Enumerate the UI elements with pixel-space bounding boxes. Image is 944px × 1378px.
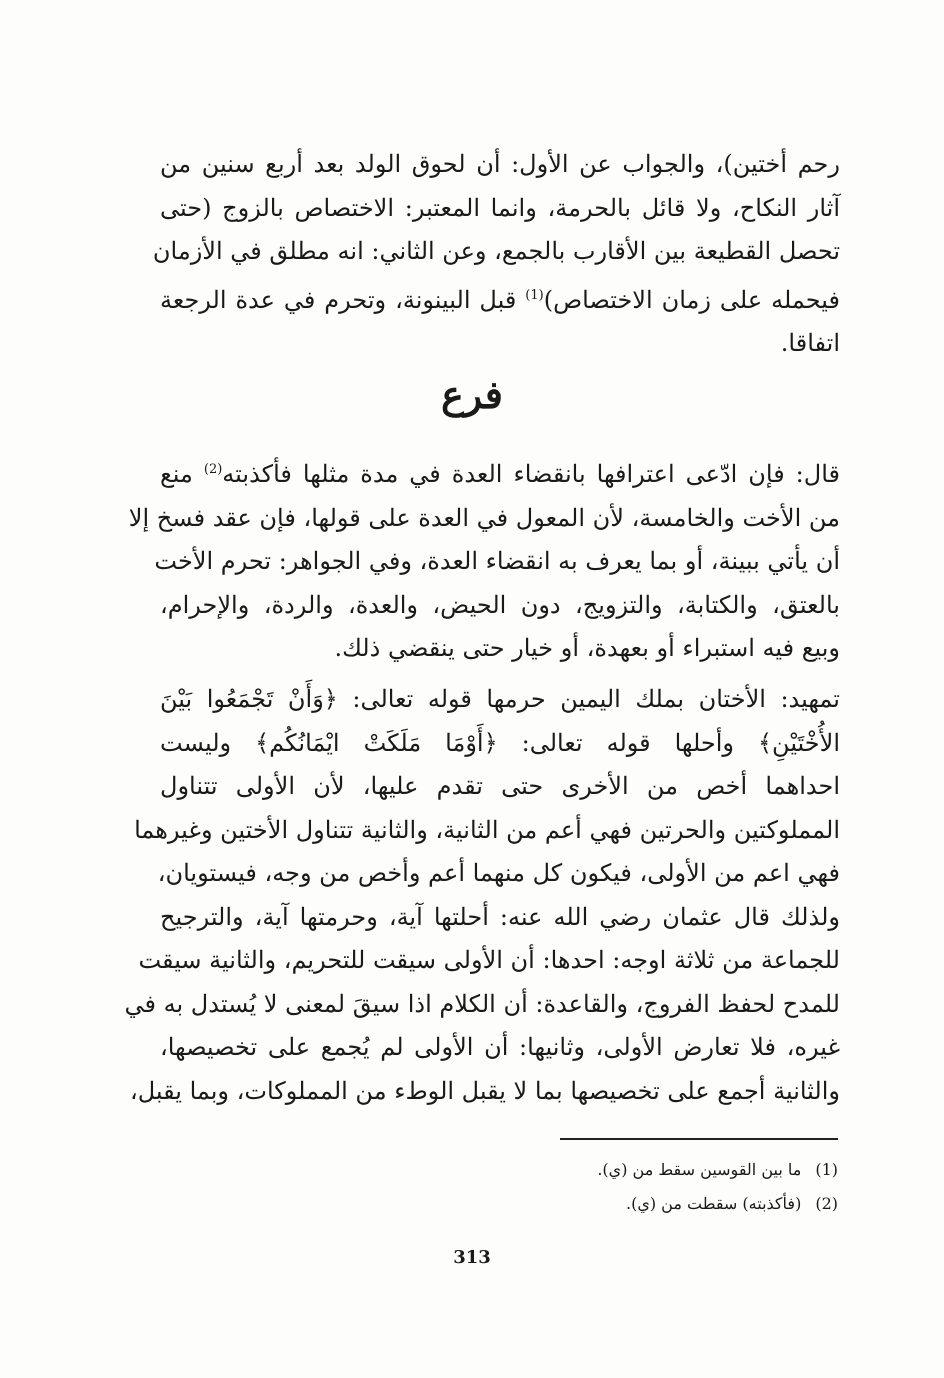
text-line: للمدح لحفظ الفروج، والقاعدة: أن الكلام اذا سيقَ لمعنى لا يُستدل به في <box>124 989 840 1018</box>
line-text: فيحمله على زمان الاختصاص) <box>543 285 841 314</box>
text-line: رحم أختين)، والجواب عن الأول: أن لحوق الولد بعد أربع سنين من <box>160 150 840 178</box>
text-line: ولذلك قال عثمان رضي الله عنه: أحلتها آية، وحرمتها آية، والترجيح <box>160 902 840 931</box>
footnotes <box>440 1153 838 1221</box>
text-line: من الأخت والخامسة، لأن المعول في العدة على قولها، فإن عقد فسخ إلا <box>128 503 840 532</box>
footnote-ref-1: (1) <box>525 287 544 303</box>
text-line: والثانية أجمع على تخصيصها بما لا يقبل الوطء من المملوكات، وبما يقبل، <box>129 1076 840 1105</box>
text-line: المملوكتين والحرتين فهي أعم من الثانية، والثانية تتناول الأختين وغيرهما <box>134 815 840 844</box>
footnote-1 <box>440 1153 838 1187</box>
footnote-number: (1) <box>815 1160 838 1179</box>
text-line: تحصل القطيعة بين الأقارب بالجمع، وعن الثاني: انه مطلق في الأزمان <box>152 237 840 265</box>
paragraph-2 <box>128 448 840 671</box>
text-line: الأُخْتَيْنِ﴾ وأحلها قوله تعالى: ﴿أَوْمَا مَلَكَتْ ايْمَانُكُم﴾ وليست <box>160 728 840 757</box>
footnote-divider <box>560 1138 838 1140</box>
text-line: وبيع فيه استبراء أو بعهدة، أو خيار حتى ينقضي ذلك. <box>334 634 840 662</box>
footnote-number: (2) <box>815 1194 838 1213</box>
page-number: 313 <box>453 1247 491 1268</box>
line-text: قال: فإن ادّعى اعترافها بانقضاء العدة في مدة مثلها فأكذبته <box>222 460 840 488</box>
footnote-text: ما بين القوسين سقط من (ي). <box>597 1160 802 1179</box>
text-line <box>160 448 840 497</box>
text-line: اتفاقا. <box>780 329 840 357</box>
text-line: آثار النكاح، ولا قائل بالحرمة، وانما المعتبر: الاختصاص بالزوج (حتى <box>160 193 840 222</box>
footnote-text: (فأكذبته) سقطت من (ي). <box>625 1194 802 1213</box>
text-line: أن يأتي ببينة، أو بما يعرف به انقضاء العدة، وفي الجواهر: تحرم الأخت <box>154 547 840 575</box>
text-line: للجماعة من ثلاثة اوجه: احدها: أن الأولى سيقت للتحريم، والثانية سيقت <box>138 946 840 974</box>
footnote-ref-2: (2) <box>203 462 223 477</box>
text-line: غيره، فلا تعارض الأولى، وثانيها: أن الأولى لم يُجمع على تخصيصها، <box>160 1033 840 1061</box>
text-line: فهي اعم من الأولى، فيكون كل منهما أعم وأخص من وجه، فيستويان، <box>157 859 840 887</box>
line-text: قبل البينونة، وتحرم في عدة الرجعة <box>160 285 526 314</box>
text-line <box>160 274 840 323</box>
line-text: منع <box>160 460 204 488</box>
text-line: بالعتق، والكتابة، والتزويج، دون الحيض، والعدة، والردة، والإحرام، <box>160 590 840 619</box>
footnote-2 <box>440 1187 838 1221</box>
section-heading: فرع <box>441 372 503 417</box>
text-line: احداهما أخص من الأخرى حتى تقدم عليها، لأن الأولى تتناول <box>160 772 840 800</box>
paragraph-3 <box>124 678 840 1113</box>
paragraph-1 <box>152 143 841 366</box>
text-line: تمهيد: الأختان بملك اليمين حرمها قوله تعالى: ﴿وَأَنْ تَجْمَعُوا بَيْنَ <box>160 685 840 713</box>
